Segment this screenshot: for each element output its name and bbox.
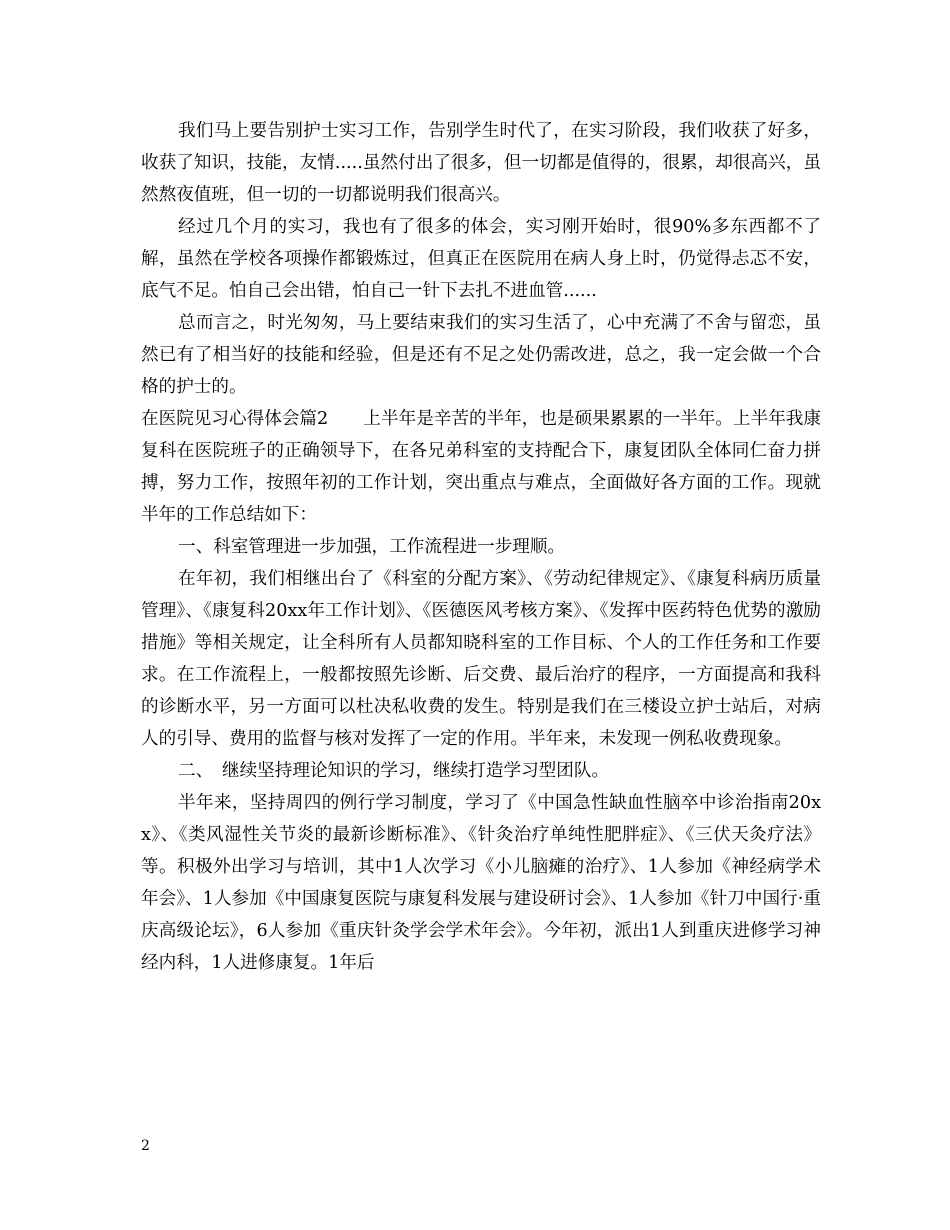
paragraph-section-heading: 在医院见习心得体会篇2 上半年是辛苦的半年，也是硕果累累的一半年。上半年我康复科在医院班子的正确领导下，在各兄弟科室的支持配合下，康复团队全体同仁奋力拼搏，努力工作，按照年初的工作计划，突出重点与难点，全面做好各方面的工作。现就半年的工作总结如下： (141, 409, 821, 525)
paragraph: 我们马上要告别护士实习工作，告别学生时代了，在实习阶段，我们收获了好多，收获了知识，技能，友情.....虽然付出了很多，但一切都是值得的，很累，却很高兴，虽然熬夜值班，但一切的一切都说明我们很高兴。 (141, 121, 821, 205)
paragraph: 半年来，坚持周四的例行学习制度，学习了《中国急性缺血性脑卒中诊治指南20xx》、《类风湿性关节炎的最新诊断标准》、《针灸治疗单纯性肥胖症》、《三伏天灸疗法》等。积极外出学习与培训，其中1人次学习《小儿脑瘫的治疗》、1人参加《神经病学术年会》、1人参加《中国康复医院与康复科发展与建设研讨会》、1人参加《针刀中国行·重庆高级论坛》，6人参加《重庆针灸学会学术年会》。今年初，派出1人到重庆进修学习神经内科，1人进修康复。1年后 (141, 793, 821, 973)
paragraph: 经过几个月的实习，我也有了很多的体会，实习刚开始时，很90%多东西都不了解，虽然在学校各项操作都锻炼过，但真正在医院用在病人身上时，仍觉得忐忑不安，底气不足。怕自己会出错，怕自己一针下去扎不进血管...... (141, 217, 821, 301)
paragraph: 在年初，我们相继出台了《科室的分配方案》、《劳动纪律规定》、《康复科病历质量管理》、《康复科20xx年工作计划》、《医德医风考核方案》、《发挥中医药特色优势的激励措施》等相关规定，让全科所有人员都知晓科室的工作目标、个人的工作任务和工作要求。在工作流程上，一般都按照先诊断、后交费、最后治疗的程序，一方面提高和我科的诊断水平，另一方面可以杜决私收费的发生。特别是我们在三楼设立护士站后，对病人的引导、费用的监督与核对发挥了一定的作用。半年来，未发现一例私收费现象。 (141, 569, 821, 749)
paragraph: 一、科室管理进一步加强，工作流程进一步理顺。 (178, 537, 566, 557)
page-number: 2 (141, 1138, 150, 1154)
paragraph: 总而言之，时光匆匆，马上要结束我们的实习生活了，心中充满了不舍与留恋，虽然已有了相当好的技能和经验，但是还有不足之处仍需改进，总之，我一定会做一个合格的护士的。 (141, 313, 821, 397)
body-text (141, 115, 821, 979)
paragraph: 二、 继续坚持理论知识的学习，继续打造学习型团队。 (178, 761, 610, 781)
